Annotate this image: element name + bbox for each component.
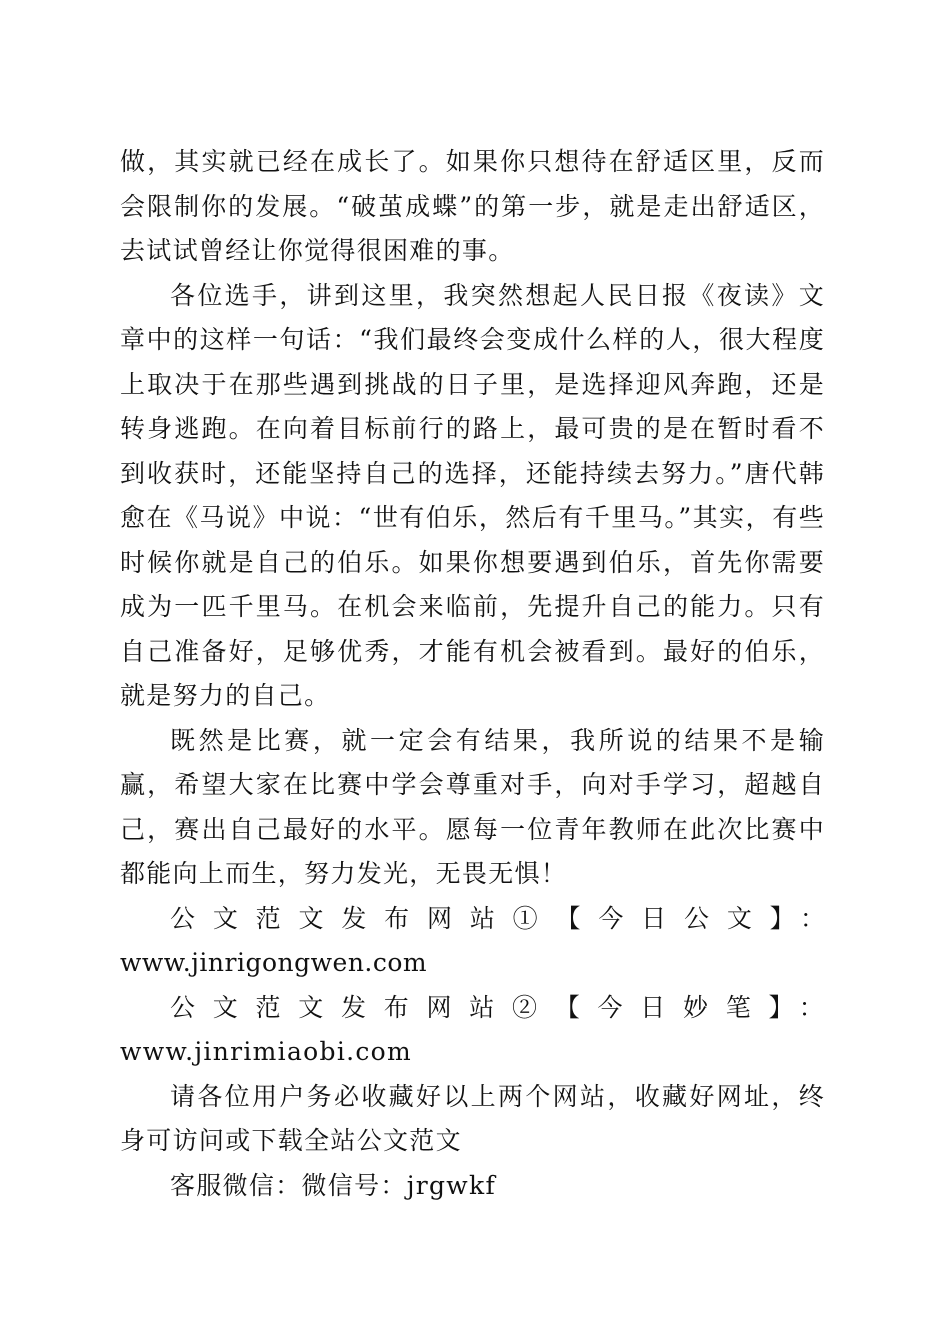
website-1-url: www.jinrigongwen.com (120, 948, 428, 977)
paragraph-quote: 各位选手，讲到这里，我突然想起人民日报《夜读》文章中的这样一句话：“我们最终会变成什么样的人，很大程度上取决于在那些遇到挑战的日子里，是选择迎风奔跑，还是转身逃跑。在向着目标前行的路上，最可贵的是在暂时看不到收获时，还能坚持自己的选择，还能持续去努力。”唐代韩愈在《马说》中说：“世有伯乐，然后有千里马。”其实，有些时候你就是自己的伯乐。如果你想要遇到伯乐，首先你需要成为一匹千里马。在机会来临前，先提升自己的能力。只有自己准备好，足够优秀，才能有机会被看到。最好的伯乐，就是努力的自己。 (120, 280, 825, 710)
bookmark-notice: 请各位用户务必收藏好以上两个网站，收藏好网址，终身可访问或下载全站公文范文 (120, 1081, 825, 1155)
paragraph-closing: 既然是比赛，就一定会有结果，我所说的结果不是输赢，希望大家在比赛中学会尊重对手，向对手学习，超越自己，赛出自己最好的水平。愿每一位青年教师在此次比赛中都能向上而生，努力发光，无畏无惧！ (120, 725, 825, 888)
document-body (120, 140, 825, 1208)
customer-service-wechat: 客服微信：微信号：jrgwkf (170, 1170, 497, 1200)
website-1-label: 公文范文发布网站①【今日公文】： (170, 903, 825, 933)
paragraph-continuation: 做，其实就已经在成长了。如果你只想待在舒适区里，反而会限制你的发展。“破茧成蝶”的第一步，就是走出舒适区，去试试曾经让你觉得很困难的事。 (120, 147, 825, 265)
website-2-line: 公文范文发布网站②【今日妙笔】：www.jinrimiaobi.com (120, 992, 825, 1066)
